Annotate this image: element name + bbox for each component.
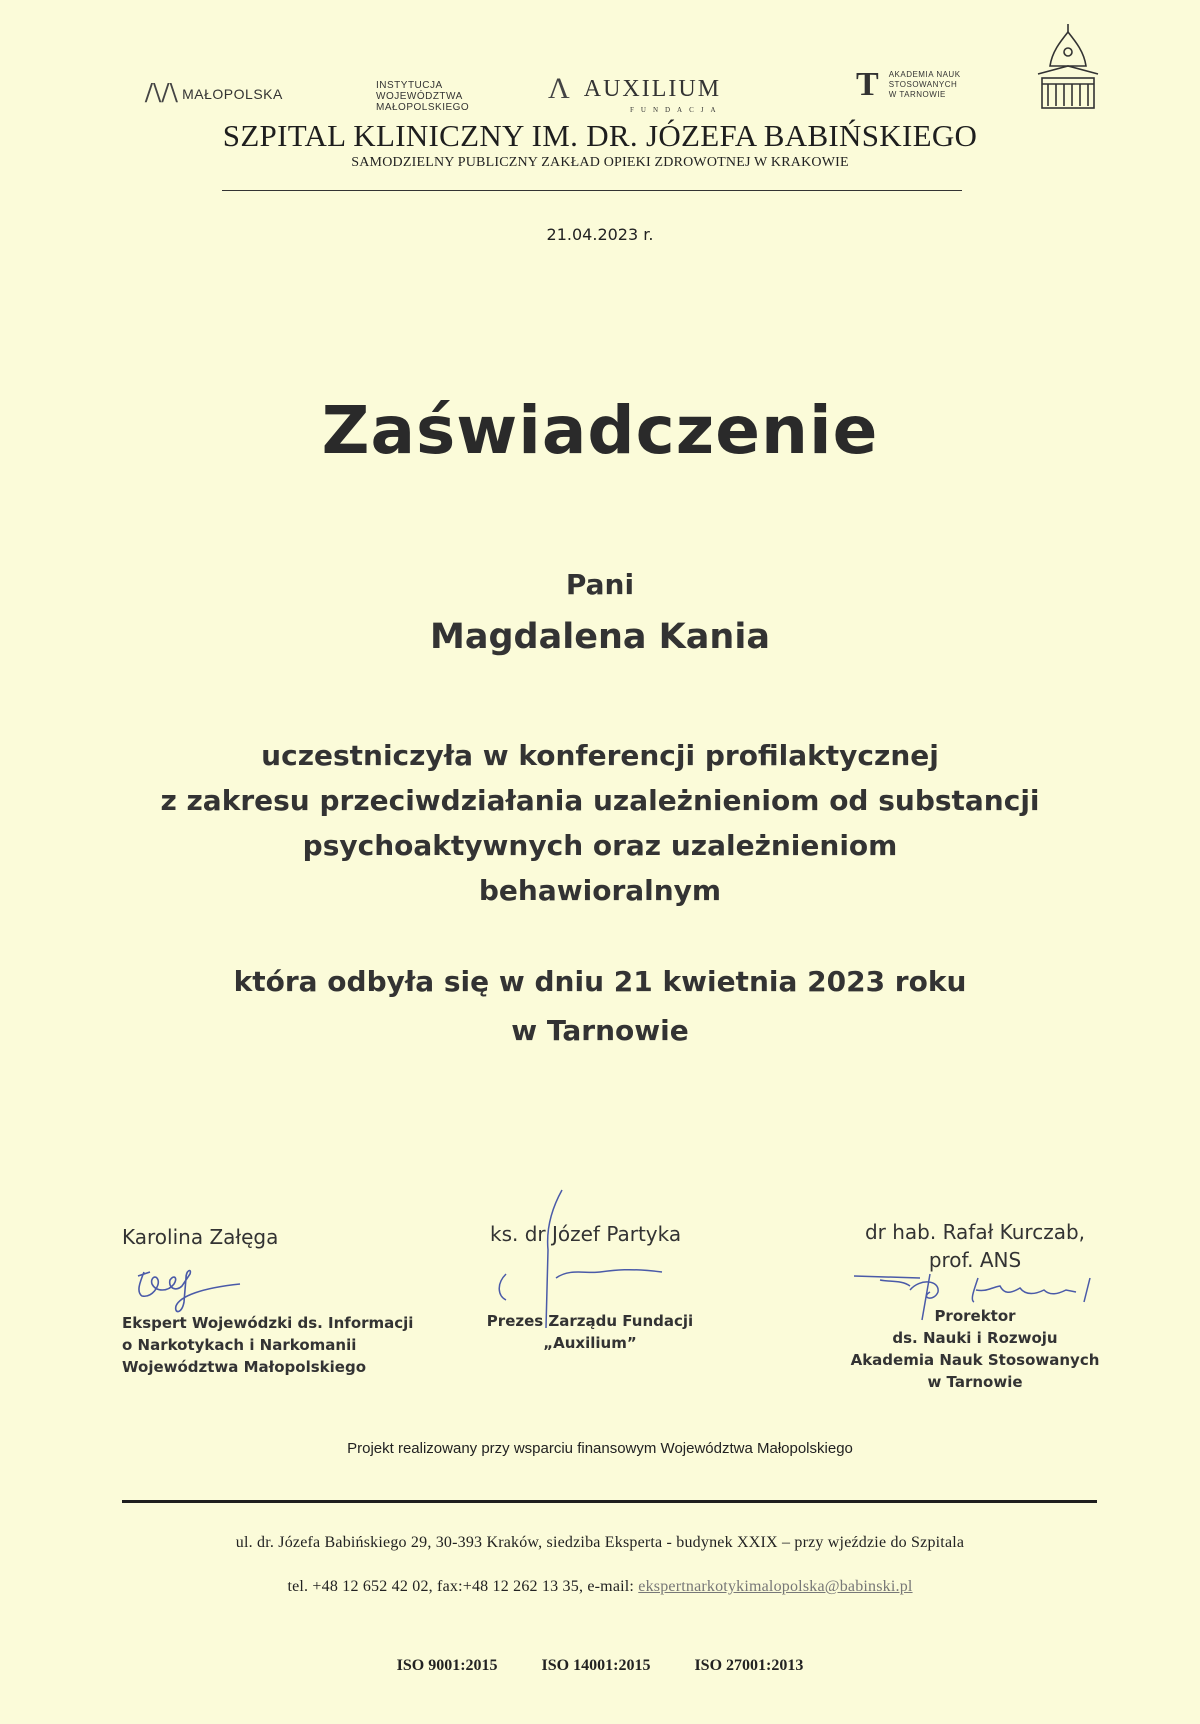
ans-line-2: STOSOWANYCH [888, 80, 958, 89]
auxilium-logo-subtext: FUNDACJA [630, 106, 723, 114]
ans-t-icon: T [856, 66, 879, 103]
ans-line-3: W TARNOWIE [888, 90, 946, 99]
signatory-3-role [830, 1305, 1120, 1393]
instytucja-logo [376, 80, 469, 113]
signatory-1-name: Karolina Załęga [122, 1225, 279, 1249]
name-line: prof. ANS [928, 1248, 1022, 1272]
instytucja-line-1: INSTYTUCJA [376, 80, 443, 91]
role-line: Prorektor [934, 1307, 1016, 1325]
role-line: o Narkotykach i Narkomanii [122, 1336, 357, 1354]
signatory-1-role [122, 1312, 413, 1378]
instytucja-line-3: MAŁOPOLSKIEGO [376, 102, 470, 113]
body-line: z zakresu przeciwdziałania uzależnieniom od substancji [160, 784, 1040, 817]
body-line: behawioralnym [478, 874, 722, 907]
malopolska-logo [145, 78, 283, 110]
role-line: Prezes Zarządu Fundacji [486, 1312, 694, 1330]
header-divider [222, 190, 962, 191]
iso-badge: ISO 27001:2013 [694, 1657, 804, 1674]
address: ul. dr. Józefa Babińskiego 29, 30-393 Kraków, siedziba Eksperta - budynek XXIX – przy wjeździe do Szpitala [235, 1534, 965, 1551]
malopolska-mark-icon: /\/\ [145, 78, 179, 109]
signatory-2-role [470, 1310, 710, 1354]
event-line: która odbyła się w dniu 21 kwietnia 2023 roku [233, 965, 967, 998]
role-line: Akademia Nauk Stosowanych [850, 1351, 1100, 1369]
role-line: „Auxilium” [543, 1334, 637, 1352]
issue-date: 21.04.2023 r. [546, 225, 654, 244]
footer-divider [122, 1500, 1097, 1503]
salutation: Pani [565, 568, 635, 601]
hospital-subtitle: SAMODZIELNY PUBLICZNY ZAKŁAD OPIEKI ZDROWOTNEJ W KRAKOWIE [351, 155, 849, 170]
signatory-3-name [830, 1218, 1120, 1274]
iso-badge: ISO 14001:2015 [541, 1657, 651, 1674]
contact-line [0, 1578, 1200, 1596]
recipient-name: Magdalena Kania [430, 617, 770, 657]
role-line: Ekspert Wojewódzki ds. Informacji [122, 1314, 414, 1332]
instytucja-line-2: WOJEWÓDZTWA [376, 91, 463, 102]
hospital-building-icon [1030, 22, 1106, 112]
certificate-body [0, 733, 1200, 913]
role-line: ds. Nauki i Rozwoju [892, 1329, 1058, 1347]
iso-badge: ISO 9001:2015 [396, 1657, 498, 1674]
auxilium-a-icon: Λ [548, 72, 570, 105]
body-line: psychoaktywnych oraz uzależnieniom [302, 829, 898, 862]
malopolska-logo-text: MAŁOPOLSKA [182, 86, 283, 102]
iso-certifications [0, 1657, 1200, 1675]
role-line: w Tarnowie [927, 1373, 1023, 1391]
certificate-title: Zaświadczenie [321, 392, 879, 469]
signatory-2-name: ks. dr Józef Partyka [490, 1222, 682, 1246]
contact-phone-fax: tel. +48 12 652 42 02, fax:+48 12 262 13 35, e-mail: [287, 1578, 639, 1595]
auxilium-logo [548, 72, 723, 114]
role-line: Województwa Małopolskiego [122, 1358, 366, 1376]
body-line: uczestniczyła w konferencji profilaktycznej [261, 739, 939, 772]
event-line: w Tarnowie [511, 1014, 689, 1047]
project-note: Projekt realizowany przy wsparciu finansowym Województwa Małopolskiego [347, 1440, 853, 1457]
contact-email-link[interactable]: ekspertnarkotykimalopolska@babinski.pl [638, 1578, 913, 1595]
ans-line-1: AKADEMIA NAUK [888, 70, 961, 79]
hospital-name: SZPITAL KLINICZNY IM. DR. JÓZEFA BABIŃSKIEGO [222, 118, 978, 153]
ans-logo [856, 66, 961, 104]
auxilium-logo-text: AUXILIUM [583, 75, 722, 102]
event-details [0, 957, 1200, 1055]
name-line: dr hab. Rafał Kurczab, [864, 1220, 1086, 1244]
